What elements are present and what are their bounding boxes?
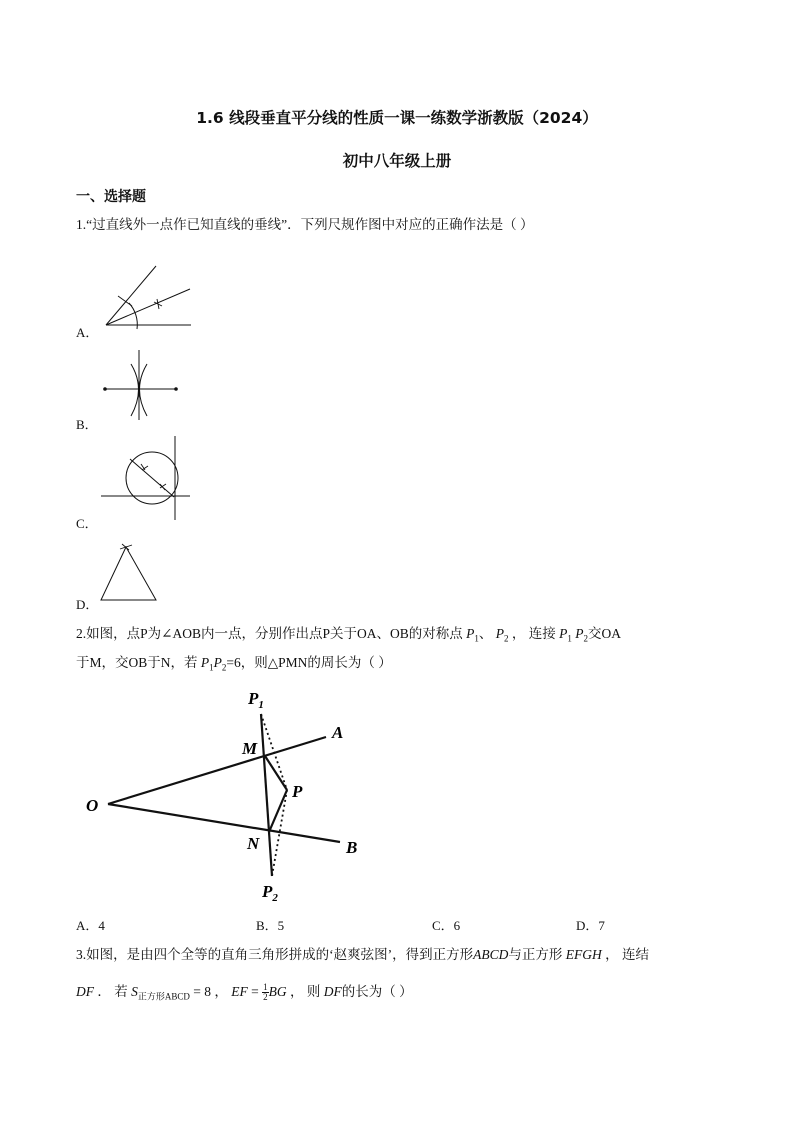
label-b: B	[346, 838, 358, 857]
document-subtitle: 初中八年级上册	[342, 152, 452, 170]
q2-option-c: C．6	[432, 918, 461, 933]
q2-option-b: B．5	[256, 918, 285, 933]
label-m: M	[242, 739, 258, 758]
label-p1: $P_1$	[248, 689, 264, 711]
question-3-line-2: DF ． 若 $S_{正方形ABCD} = 8$ ， EF = $\frac{1}{2}$ BG ， 则 DF的长为（ ）	[76, 982, 413, 1003]
label-a: A	[332, 723, 344, 742]
label-p: P	[292, 782, 303, 801]
q1-option-a-label: A．	[76, 325, 99, 340]
q1-option-a-figure	[96, 262, 196, 334]
question-2-line-1: 2.如图，点P为∠AOB内一点，分别作出点P关于OA、OB的对称点 $P_1$、 $P_2$ ， 连接 $P_1$ $P_2$交OA	[76, 626, 621, 644]
q1-option-b-figure	[98, 346, 182, 424]
document-title: 1.6 线段垂直平分线的性质一课一练数学浙教版（2024）	[196, 109, 598, 127]
question-2-line-2: 于M，交OB于N，若 $P_1P_2=6$，则△PMN的周长为（ ）	[76, 655, 392, 673]
q1-option-c-figure	[98, 434, 194, 524]
label-o: O	[86, 796, 99, 815]
q2-figure	[80, 680, 380, 910]
q2-option-d: D．7	[576, 918, 605, 933]
section-heading: 一、选择题	[76, 189, 146, 205]
q1-option-d-figure	[96, 540, 162, 604]
question-3-line-1: 3.如图，是由四个全等的直角三角形拼成的‘赵爽弦图’，得到正方形ABCD与正方形 EFGH ， 连结	[76, 947, 649, 962]
q2-option-a: A．4	[76, 918, 105, 933]
question-1-text: 1.“过直线外一点作已知直线的垂线”．下列尺规作图中对应的正确作法是（ ）	[76, 217, 534, 232]
fraction-one-half: $\frac{1}{2}$	[263, 982, 268, 1003]
q1-option-d-label: D．	[76, 597, 99, 612]
label-n: N	[247, 834, 260, 853]
label-p2: $P_2$	[262, 882, 278, 904]
q1-option-b-label: B．	[76, 417, 98, 432]
q1-option-c-label: C．	[76, 516, 98, 531]
